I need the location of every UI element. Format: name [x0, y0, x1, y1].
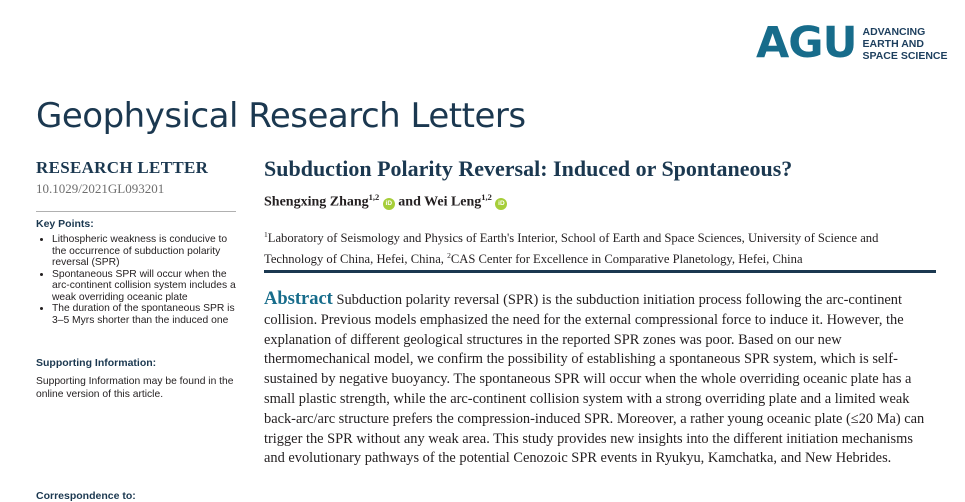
affiliation-text: CAS Center for Excellence in Comparative Planetology, Hefei, China	[450, 252, 803, 267]
article-type: RESEARCH LETTER	[36, 158, 209, 177]
sidebar-divider	[36, 211, 236, 212]
orcid-icon[interactable]: iD	[383, 198, 395, 210]
agu-logo-mark: AGU	[756, 18, 857, 68]
journal-title[interactable]: Geophysical Research Letters	[36, 96, 526, 136]
supporting-info-text: Supporting Information may be found in the online version of this article.	[36, 376, 234, 400]
abstract-divider	[264, 270, 936, 273]
correspondence-heading: Correspondence to:	[36, 490, 136, 502]
author-name[interactable]: Wei Leng	[424, 194, 482, 210]
abstract-label: Abstract	[264, 289, 333, 309]
author-name[interactable]: Shengxing Zhang	[264, 194, 369, 210]
author-list	[264, 192, 507, 211]
author-joiner: and	[398, 194, 421, 210]
article-sidebar	[36, 158, 236, 401]
doi-link[interactable]: 10.1029/2021GL093201	[36, 181, 165, 196]
affiliation-text: Laboratory of Seismology and Physics of Earth's Interior, School of Earth and Space Sciences, University of Science and Technology of China, Hefei, China,	[264, 231, 879, 267]
author-affiliation-sup: 1,2	[368, 192, 380, 202]
affiliation-sup: 1	[264, 230, 268, 239]
agu-tagline-line: ADVANCING	[862, 25, 926, 38]
agu-tagline	[863, 26, 948, 62]
agu-tagline-line: EARTH AND	[862, 37, 924, 50]
abstract	[264, 290, 934, 469]
key-point: • The duration of the spontaneous SPR is 3–5 Myrs shorter than the induced one	[52, 303, 236, 326]
key-point: • Lithospheric weakness is conducive to the occurrence of subduction polarity reversal (SPR)	[52, 234, 236, 269]
affiliations	[264, 226, 934, 268]
key-points-heading: Key Points:	[36, 218, 94, 230]
abstract-text: Subduction polarity reversal (SPR) is the subduction initiation process following the arc-continent collision. Previous models emphasized the need for the external compressional force to induce it. However, the explanation of different geological structures in the reported SPR zones was poor. Based on our new thermomechanical model, we confirm the possibility of establishing a spontaneous SPR system, which is self-sustained by negative buoyancy. The spontaneous SPR will occur when the whole overriding oceanic plate has a small plastic strength, while the arc-continent collision system with a strong overriding plate and a limited weak back-arc/arc structure prefers the compression-induced SPR. Moreover, a rather young oceanic plate (≤20 Ma) can trigger the SPR without any weak area. This study provides new insights into the different initiation mechanisms and evolutionary pathways of the potential Cenozoic SPR events in Ryukyu, Kamchatka, and New Hebrides.	[264, 292, 925, 467]
agu-tagline-line: SPACE SCIENCE	[862, 49, 948, 62]
supporting-info-heading: Supporting Information:	[36, 357, 157, 369]
author-affiliation-sup: 1,2	[481, 192, 492, 202]
affiliation-sup: 2	[447, 251, 451, 261]
agu-logo[interactable]	[756, 18, 948, 68]
key-point: • Spontaneous SPR will occur when the arc-continent collision system includes a weak overriding oceanic plate	[52, 269, 236, 304]
article-title: Subduction Polarity Reversal: Induced or Spontaneous?	[264, 156, 793, 181]
orcid-icon[interactable]: iD	[495, 198, 507, 210]
key-points-list	[36, 234, 236, 326]
